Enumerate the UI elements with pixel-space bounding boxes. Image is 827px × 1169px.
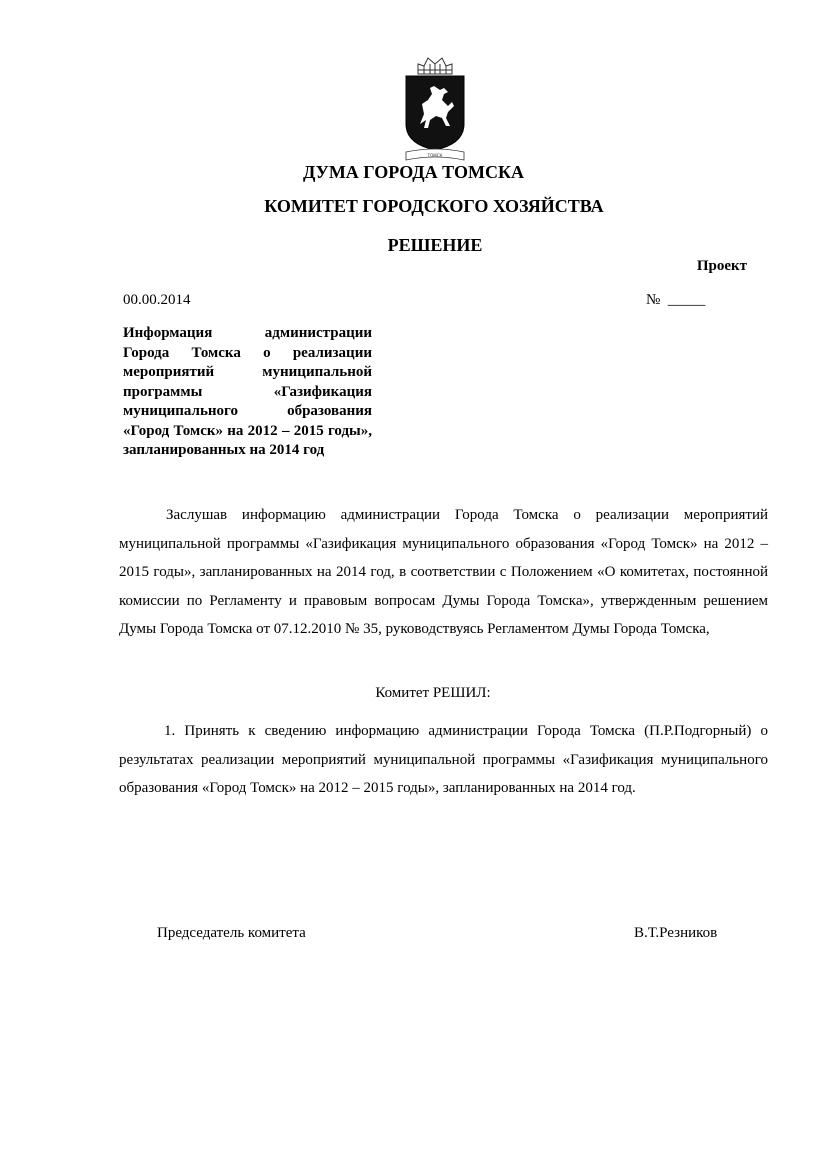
doc-type-title: РЕШЕНИЕ <box>387 235 483 255</box>
org-title: ДУМА ГОРОДА ТОМСКА <box>303 162 524 182</box>
preamble-paragraph: Заслушав информацию администрации Города Томска о реализации мероприятий муниципальной программы «Газификация муниципального образования «Город Томск» на 2012 – 2015 годы», запланированных на 2014 год, в соответствии с Положением «О комитетах, постоянной комиссии по Регламенту и правовым вопросам Думы Города Томска», утвержденным решением Думы Города Томска от 07.12.2010 № 35, руководствуясь Регламентом Думы Города Томска, <box>119 507 768 637</box>
tomsk-coat-of-arms-icon <box>402 54 468 162</box>
svg-text:ТОМСК: ТОМСК <box>427 153 443 158</box>
doc-date: 00.00.2014 <box>123 292 191 308</box>
draft-label: Проект <box>696 258 747 274</box>
resolved-heading: Комитет РЕШИЛ: <box>375 685 491 701</box>
doc-subject: Информация администрации Города Томска о реализации мероприятий муниципальной программы «Газификация муниципального образования «Город Томск» на 2012 – 2015 годы», запланированных на 2014 год <box>123 325 372 458</box>
committee-title: КОМИТЕТ ГОРОДСКОГО ХОЗЯЙСТВА <box>264 196 604 216</box>
decision-item-1: 1. Принять к сведению информацию администрации Города Томска (П.Р.Подгорный) о результатах реализации мероприятий муниципальной программы «Газификация муниципального образования «Город Томск» на 2012 – 2015 годы», запланированных на 2014 год. <box>119 723 768 796</box>
doc-number: № _____ <box>646 292 706 308</box>
signature-role: Председатель комитета <box>157 925 306 941</box>
signature-name: В.Т.Резников <box>634 925 718 941</box>
